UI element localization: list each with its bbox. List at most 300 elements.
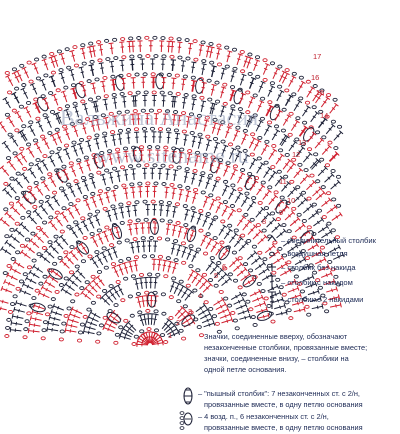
chain-stitch: [42, 247, 46, 250]
double-crochet-stitch: [12, 207, 20, 215]
chain-stitch: [36, 77, 40, 80]
stitch-top-bar: [109, 43, 114, 44]
stitch-top-bar: [182, 97, 187, 98]
chain-stitch: [25, 238, 29, 241]
stitch-crossbar: [134, 265, 137, 266]
chain-stitch: [149, 237, 153, 240]
chain-stitch: [176, 221, 180, 224]
chain-stitch: [135, 201, 139, 204]
chain-stitch: [207, 79, 211, 82]
chain-stitch: [256, 224, 260, 227]
stitch-top-bar: [140, 296, 145, 297]
chain-stitch: [184, 224, 188, 227]
double-crochet-stitch: [41, 230, 49, 238]
chain-stitch: [141, 237, 145, 240]
stitch-top-bar: [245, 196, 249, 199]
double-crochet-stitch: [155, 278, 156, 289]
stitch-crossbar: [173, 211, 176, 212]
chain-stitch: [48, 305, 52, 308]
stitch-crossbar: [172, 230, 175, 231]
chain-stitch: [12, 109, 16, 112]
chain-stitch: [210, 61, 214, 64]
chain-stitch: [20, 244, 24, 247]
chain-stitch: [56, 89, 60, 92]
stitch-top-bar: [10, 327, 11, 332]
chain-stitch: [12, 68, 16, 71]
double-crochet-stitch: [326, 125, 333, 133]
stitch-top-bar: [217, 48, 222, 49]
chain-stitch: [75, 265, 79, 268]
stitch-crossbar: [227, 319, 228, 322]
stitch-top-bar: [64, 282, 67, 286]
chain-stitch: [6, 326, 10, 329]
stitch-crossbar: [34, 68, 37, 69]
double-crochet-stitch: [21, 224, 29, 232]
chain-stitch: [20, 147, 24, 150]
row-number: 3: [188, 307, 193, 316]
stitch-top-bar: [190, 316, 193, 320]
stitch-top-bar: [173, 206, 178, 207]
double-crochet-stitch: [182, 79, 183, 90]
stitch-top-bar: [94, 138, 99, 139]
chain-stitch: [60, 230, 64, 233]
chain-stitch: [48, 173, 52, 176]
stitch-top-bar: [191, 62, 196, 63]
chain-stitch: [15, 222, 19, 225]
double-crochet-stitch: [330, 154, 338, 162]
chain-stitch: [263, 258, 267, 261]
row-number: 17: [313, 52, 322, 61]
double-crochet-stitch: [50, 177, 56, 186]
stitch-crossbar: [227, 56, 230, 57]
chain-stitch: [193, 169, 197, 172]
chain-stitch: [183, 75, 187, 78]
double-crochet-stitch: [241, 197, 247, 206]
stitch-crossbar: [190, 235, 193, 236]
chain-stitch: [70, 246, 74, 249]
chain-stitch: [168, 220, 172, 223]
stitch-crossbar: [83, 90, 86, 91]
chain-stitch: [331, 229, 335, 232]
double-crochet-stitch: [73, 275, 81, 282]
puff-stitch: [110, 223, 123, 240]
stitch-crossbar: [173, 175, 176, 176]
double-crochet-stitch: [155, 241, 156, 252]
double-crochet-stitch: [135, 205, 136, 216]
chain-stitch: [35, 289, 39, 292]
chain-stitch: [128, 295, 132, 298]
stitch-top-bar: [273, 171, 277, 174]
chain-stitch: [110, 131, 114, 134]
chain-stitch: [143, 73, 147, 76]
chain-stitch: [88, 255, 92, 258]
double-crochet-stitch: [269, 196, 276, 204]
chain-stitch: [169, 316, 173, 319]
chain-stitch: [109, 285, 113, 288]
chain-stitch: [238, 188, 242, 191]
chain-stitch: [219, 290, 223, 293]
chain-stitch: [312, 106, 316, 109]
chain-stitch: [190, 131, 194, 134]
double-crochet-stitch: [329, 153, 337, 161]
stitch-crossbar: [110, 177, 113, 178]
chain-stitch: [50, 151, 54, 154]
double-crochet-stitch: [149, 332, 150, 343]
slip-stitch-icon: [268, 236, 276, 241]
chain-stitch: [262, 229, 266, 232]
stitch-top-bar: [102, 136, 107, 137]
stitch-top-bar: [154, 314, 159, 315]
chain-stitch: [89, 174, 93, 177]
row-number: 4: [198, 291, 203, 300]
chain-stitch: [91, 301, 95, 304]
double-crochet-stitch: [122, 60, 123, 71]
chain-stitch: [84, 156, 88, 159]
stitch-top-bar: [231, 317, 232, 322]
stitch-crossbar: [131, 247, 134, 248]
chain-stitch: [55, 290, 59, 293]
chain-stitch: [270, 62, 274, 65]
chain-stitch: [42, 329, 46, 332]
double-crochet-stitch: [6, 242, 15, 248]
stitch-top-bar: [109, 314, 112, 318]
stitch-crossbar: [184, 139, 187, 140]
chain-stitch: [327, 222, 331, 225]
stitch-crossbar: [6, 289, 7, 292]
chain-stitch: [276, 278, 280, 281]
double-crochet-stitch: [290, 219, 298, 226]
stitch-top-bar: [28, 328, 29, 333]
stitch-crossbar: [79, 167, 82, 168]
stitch-top-bar: [12, 314, 13, 319]
chain-stitch: [4, 182, 8, 185]
double-crochet-stitch: [35, 211, 42, 219]
stitch-top-bar: [207, 140, 212, 141]
stitch-top-bar: [133, 260, 138, 261]
double-crochet-stitch: [89, 284, 97, 292]
chain-stitch: [80, 323, 84, 326]
stitch-top-bar: [165, 187, 170, 188]
double-crochet-stitch: [251, 258, 260, 265]
chain-stitch: [53, 262, 57, 265]
double-crochet-stitch: [2, 249, 11, 255]
chain-stitch: [89, 42, 93, 45]
chain-stitch: [150, 255, 154, 258]
chain-stitch: [245, 192, 249, 195]
stitch-crossbar: [124, 193, 127, 194]
stitch-top-bar: [109, 61, 114, 62]
chain-stitch: [274, 191, 278, 194]
chain-stitch: [22, 84, 26, 87]
chain-stitch: [292, 72, 296, 75]
chain-stitch: [256, 75, 260, 78]
double-crochet-stitch: [71, 229, 77, 238]
double-crochet-stitch: [141, 278, 143, 289]
chain-stitch: [209, 194, 213, 197]
chain-stitch: [189, 265, 193, 268]
special-legend-line: – 4 возд. п., 6 незаконченных ст. с 2/н,: [198, 412, 329, 421]
stitch-crossbar: [281, 312, 282, 315]
chain-stitch: [85, 281, 89, 284]
chain-stitch: [209, 307, 213, 310]
chain-stitch: [45, 313, 49, 316]
chain-stitch: [192, 95, 196, 98]
double-crochet-stitch: [237, 269, 246, 276]
row-number: 13: [298, 138, 307, 147]
chain-stitch: [328, 141, 332, 144]
chain-stitch: [333, 98, 337, 101]
chain-stitch: [206, 135, 210, 138]
stitch-top-bar: [47, 327, 48, 332]
chain-stitch: [95, 134, 99, 137]
chain-stitch: [285, 69, 289, 72]
chain-stitch: [106, 187, 110, 190]
chain-stitch: [223, 201, 227, 204]
chain-stitch: [182, 261, 186, 264]
chain-stitch: [13, 152, 17, 155]
row-number: 9: [279, 208, 284, 217]
double-crochet-stitch: [16, 156, 22, 165]
chain-stitch: [193, 188, 197, 191]
stitch-top-bar: [90, 83, 95, 84]
double-crochet-stitch: [158, 260, 159, 271]
chain-stitch: [97, 270, 101, 273]
double-crochet-stitch: [160, 168, 161, 179]
chain-stitch: [37, 253, 41, 256]
double-crochet-stitch: [167, 206, 168, 217]
double-crochet-stitch: [306, 182, 314, 190]
stitch-top-bar: [168, 261, 173, 262]
cluster-stitch-icon: [180, 412, 192, 430]
stitch-top-bar: [103, 99, 108, 100]
chain-stitch: [247, 239, 251, 242]
chain-stitch: [203, 252, 207, 255]
chain-stitch: [199, 334, 203, 337]
stitch-crossbar: [108, 328, 109, 331]
stitch-crossbar: [53, 322, 54, 325]
chain-stitch: [115, 333, 119, 336]
chain-stitch: [148, 273, 152, 276]
chain-stitch: [57, 147, 61, 150]
chain-stitch: [270, 82, 274, 85]
chain-stitch: [267, 121, 271, 124]
special-stitches-legend: [180, 388, 363, 432]
chain-stitch: [206, 212, 210, 215]
legend-label: – столбик без накида: [281, 263, 356, 272]
chain-stitch: [43, 155, 47, 158]
chain-stitch: [217, 63, 221, 66]
stitch-top-bar: [165, 169, 170, 170]
chain-stitch: [189, 245, 193, 248]
chain-stitch: [34, 58, 38, 61]
stitch-crossbar: [81, 72, 84, 73]
stitch-top-bar: [80, 48, 85, 49]
chain-stitch: [87, 80, 91, 83]
double-crochet-stitch: [140, 187, 141, 198]
chain-stitch: [193, 40, 197, 43]
chain-stitch: [174, 259, 178, 262]
stitch-crossbar: [336, 304, 337, 307]
double-crochet-stitch: [185, 292, 192, 301]
stitch-crossbar: [72, 319, 73, 322]
chain-stitch: [144, 91, 148, 94]
stitch-crossbar: [216, 53, 219, 54]
chain-stitch: [194, 58, 198, 61]
stitch-crossbar: [192, 178, 195, 179]
row-number: 16: [311, 73, 320, 82]
double-crochet-stitch: [167, 224, 169, 235]
chain-stitch: [88, 213, 92, 216]
chain-stitch: [152, 91, 156, 94]
stitch-crossbar: [186, 196, 189, 197]
chain-stitch: [217, 44, 221, 47]
stitch-crossbar: [82, 53, 85, 54]
chain-stitch: [82, 62, 86, 65]
stitch-crossbar: [44, 64, 47, 65]
chain-stitch: [48, 132, 52, 135]
stitch-crossbar: [201, 69, 204, 70]
stitch-crossbar: [113, 252, 116, 253]
chain-stitch: [233, 67, 237, 70]
double-crochet-stitch: [114, 288, 120, 297]
stitch-crossbar: [177, 250, 180, 251]
chain-stitch: [5, 71, 9, 74]
chain-stitch: [137, 37, 141, 40]
stitch-crossbar: [153, 319, 156, 320]
stitch-crossbar: [17, 315, 18, 318]
stitch-crossbar: [192, 141, 195, 142]
chain-stitch: [242, 293, 246, 296]
stitch-crossbar: [71, 324, 72, 327]
chain-stitch: [285, 153, 289, 156]
stitch-top-bar: [111, 190, 116, 191]
chain-stitch: [175, 203, 179, 206]
chain-stitch: [305, 305, 309, 308]
double-crochet-stitch: [334, 132, 341, 140]
chain-stitch: [246, 91, 250, 94]
stitch-top-bar: [166, 205, 171, 206]
stitch-crossbar: [247, 62, 250, 63]
double-crochet-stitch: [316, 193, 324, 200]
stitch-crossbar: [99, 199, 102, 200]
stitch-top-bar: [336, 287, 337, 292]
stitch-crossbar: [326, 274, 327, 277]
chain-stitch: [74, 221, 78, 224]
double-crochet-stitch: [308, 134, 315, 143]
chain-stitch: [64, 277, 68, 280]
double-crochet-stitch: [66, 284, 75, 290]
chain-stitch: [114, 341, 118, 344]
stitch-top-bar: [135, 241, 140, 242]
chain-stitch: [271, 166, 275, 169]
stitch-crossbar: [89, 326, 90, 329]
chain-stitch: [26, 101, 30, 104]
stitch-crossbar: [199, 50, 202, 51]
double-crochet-stitch: [111, 62, 112, 73]
chain-stitch: [29, 80, 33, 83]
double-crochet-stitch: [23, 174, 30, 183]
double-crochet-stitch: [318, 227, 327, 233]
stitch-crossbar: [171, 248, 174, 249]
chain-stitch: [50, 52, 54, 55]
double-crochet-stitch: [45, 282, 54, 288]
chain-stitch: [67, 307, 71, 310]
double-crochet-stitch: [143, 241, 144, 252]
stitch-top-bar: [32, 264, 35, 268]
chain-stitch: [183, 305, 187, 308]
stitch-crossbar: [193, 197, 196, 198]
chain-stitch: [166, 238, 170, 241]
chain-stitch: [270, 212, 274, 215]
double-crochet-stitch: [283, 161, 290, 170]
stitch-top-bar: [65, 328, 66, 333]
chain-stitch: [231, 184, 235, 187]
chain-stitch: [114, 186, 118, 189]
chain-stitch: [36, 117, 40, 120]
chain-stitch: [159, 201, 163, 204]
double-crochet-stitch: [243, 222, 250, 231]
chain-stitch: [287, 230, 291, 233]
chain-stitch: [88, 98, 92, 101]
chain-stitch: [77, 159, 81, 162]
chain-stitch: [314, 153, 318, 156]
chain-stitch: [264, 207, 268, 210]
chain-stitch: [217, 262, 221, 265]
chain-stitch: [97, 295, 101, 298]
chain-stitch: [42, 221, 46, 224]
chain-stitch: [288, 133, 292, 136]
double-crochet-stitch: [229, 259, 237, 267]
chain-stitch: [95, 78, 99, 81]
stitch-top-bar: [111, 135, 116, 136]
stitch-top-bar: [112, 209, 117, 210]
chain-stitch: [57, 50, 61, 53]
chain-stitch: [27, 266, 31, 269]
chain-stitch: [153, 36, 157, 39]
legend-label: – воздушная петля: [281, 249, 348, 258]
stitch-crossbar: [299, 309, 300, 312]
chain-stitch: [111, 263, 115, 266]
stitch-crossbar: [34, 323, 35, 326]
double-crochet-stitch: [228, 210, 234, 219]
double-crochet-stitch: [46, 251, 54, 258]
double-crochet-stitch: [172, 42, 173, 53]
chain-stitch: [55, 128, 59, 131]
chain-stitch: [48, 241, 52, 244]
chain-stitch: [257, 157, 261, 160]
stitch-top-bar: [138, 278, 143, 279]
stitch-crossbar: [24, 291, 25, 294]
chain-stitch: [120, 92, 124, 95]
double-crochet-stitch: [4, 143, 10, 152]
stitch-crossbar: [51, 81, 54, 82]
chain-stitch: [167, 201, 171, 204]
stitch-crossbar: [127, 211, 130, 212]
stitch-crossbar: [172, 193, 175, 194]
stitch-top-bar: [215, 241, 219, 244]
chain-stitch: [315, 131, 319, 134]
row-number: 1: [168, 331, 173, 340]
double-crochet-stitch: [26, 246, 35, 253]
chain-stitch: [215, 81, 219, 84]
chain-stitch: [64, 251, 68, 254]
chain-stitch: [250, 218, 254, 221]
chain-stitch: [277, 170, 281, 173]
chain-stitch: [71, 84, 75, 87]
puff-stitch: [75, 239, 91, 256]
chain-stitch: [109, 244, 113, 247]
chain-stitch: [325, 310, 329, 313]
